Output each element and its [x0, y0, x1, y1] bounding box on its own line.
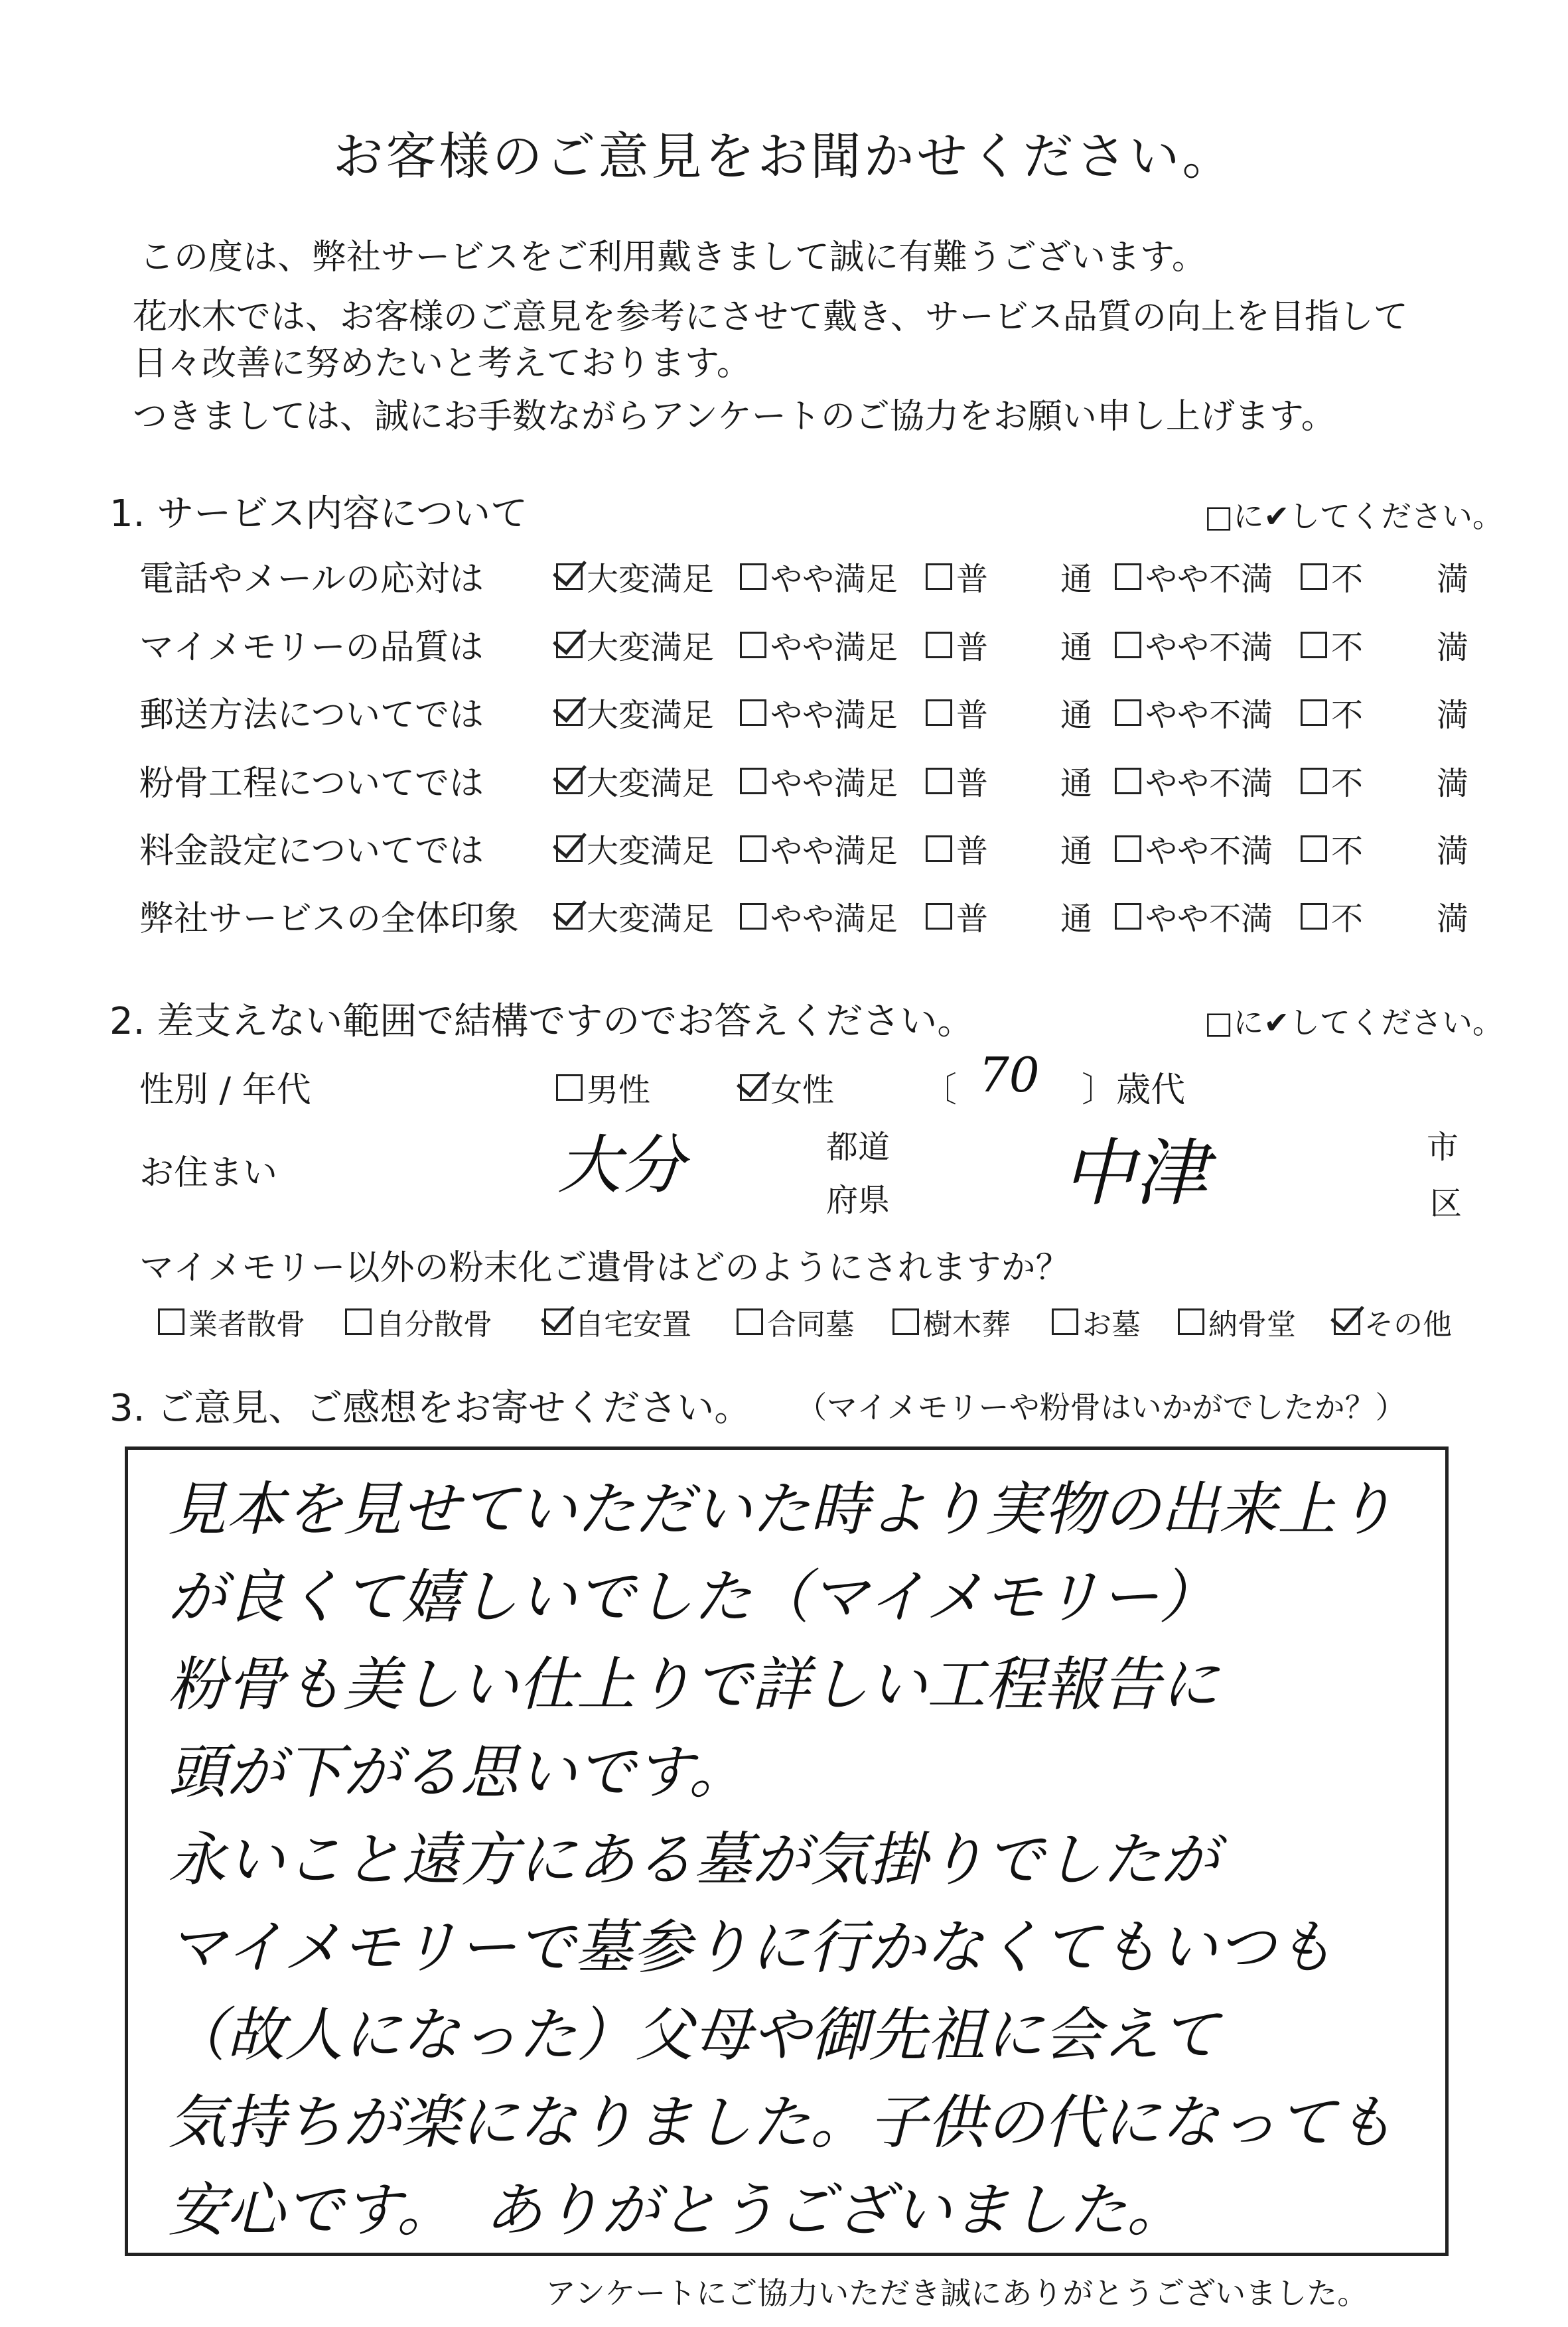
comment-box[interactable] — [125, 1446, 1449, 2256]
rating-option[interactable] — [556, 622, 714, 668]
rating-checkbox[interactable] — [1115, 699, 1141, 726]
remains-checkbox[interactable] — [1334, 1308, 1360, 1335]
section2-hint: □に✔してください。 — [1204, 1005, 1504, 1040]
remains-checkbox[interactable] — [158, 1308, 184, 1335]
rating-option[interactable] — [556, 689, 714, 735]
rating-option-label: やや不満 — [1145, 697, 1273, 734]
remains-option[interactable] — [1178, 1301, 1296, 1343]
rating-option[interactable] — [926, 553, 988, 599]
rating-option-label: 通 — [1060, 697, 1093, 734]
remains-option-label: 自分散骨 — [376, 1308, 492, 1342]
rating-option[interactable] — [740, 622, 898, 668]
remains-checkbox[interactable] — [1052, 1308, 1078, 1335]
remains-option[interactable] — [892, 1301, 1011, 1343]
remains-option[interactable] — [1334, 1301, 1452, 1343]
rating-checkbox[interactable] — [740, 903, 766, 930]
rating-option[interactable] — [740, 758, 898, 804]
rating-option[interactable] — [740, 689, 898, 735]
rating-checkbox[interactable] — [1301, 632, 1327, 658]
rating-option-label: やや不満 — [1145, 900, 1273, 938]
rating-checkbox[interactable] — [556, 903, 583, 930]
page-title: お客様のご意見をお聞かせください。 — [332, 127, 1236, 186]
rating-option-label: 不 — [1331, 561, 1364, 598]
intro-line-2: 花水木では、お客様のご意見を参考にさせて戴き、サービス品質の向上を目指して — [133, 297, 1408, 337]
rating-checkbox[interactable] — [556, 768, 583, 794]
rating-option-label: 普 — [956, 833, 989, 870]
rating-checkbox[interactable] — [1301, 699, 1327, 726]
remains-checkbox[interactable] — [1178, 1308, 1204, 1335]
rating-checkbox[interactable] — [1301, 768, 1327, 794]
rating-checkbox[interactable] — [1115, 768, 1141, 794]
rating-option — [1060, 622, 1092, 668]
rating-option[interactable] — [1301, 553, 1363, 599]
rating-checkbox[interactable] — [556, 563, 583, 590]
rating-checkbox[interactable] — [740, 632, 766, 658]
question-label: 郵送方法についてでは — [139, 695, 484, 735]
rating-checkbox[interactable] — [556, 632, 583, 658]
rating-option-label: 通 — [1060, 629, 1093, 666]
rating-checkbox[interactable] — [1115, 632, 1141, 658]
gender-age-label: 性別 / 年代 — [139, 1070, 311, 1110]
rating-option — [1437, 758, 1468, 804]
rating-option-label: やや不満 — [1145, 561, 1273, 598]
rating-option-label: 大変満足 — [587, 900, 715, 938]
rating-option[interactable] — [926, 893, 988, 939]
remains-option[interactable] — [737, 1301, 855, 1343]
residence-label: お住まい — [139, 1153, 278, 1193]
section1-heading: 1. サービス内容について — [109, 492, 528, 535]
rating-checkbox[interactable] — [926, 835, 952, 862]
rating-checkbox[interactable] — [556, 835, 583, 862]
intro-line-3: 日々改善に努めたいと考えております。 — [133, 344, 751, 384]
rating-checkbox[interactable] — [1115, 563, 1141, 590]
section2-heading: 2. 差支えない範囲で結構ですのでお答えください。 — [109, 1000, 975, 1043]
rating-option-label: 通 — [1060, 765, 1093, 802]
prefecture-suffix-top: 都道 — [826, 1129, 891, 1166]
rating-checkbox[interactable] — [740, 563, 766, 590]
remains-option[interactable] — [544, 1301, 691, 1343]
rating-option — [1060, 825, 1092, 871]
comment-line: （故人になった）父母や御先祖に会えて — [168, 2001, 1220, 2069]
age-close: 〕歳代 — [1082, 1070, 1186, 1110]
rating-option-label: 大変満足 — [587, 833, 715, 870]
rating-checkbox[interactable] — [1301, 835, 1327, 862]
rating-option-label: 不 — [1331, 833, 1364, 870]
section1-hint: □に✔してください。 — [1204, 498, 1504, 534]
rating-option-label: 大変満足 — [587, 765, 715, 802]
rating-option-label: 満 — [1437, 629, 1469, 666]
rating-option[interactable] — [1115, 553, 1273, 599]
section3-subheading: （マイメモリーや粉骨はいかがでしたか？） — [796, 1389, 1406, 1425]
comment-line: 見本を見せていただいた時より実物の出来上り — [168, 1475, 1395, 1543]
rating-option[interactable] — [926, 825, 988, 871]
rating-option-label: やや満足 — [770, 697, 898, 734]
rating-checkbox[interactable] — [926, 699, 952, 726]
prefecture-value: 大分 — [557, 1128, 685, 1202]
rating-option-label: 不 — [1331, 900, 1364, 938]
remains-checkbox[interactable] — [892, 1308, 919, 1335]
rating-checkbox[interactable] — [740, 835, 766, 862]
rating-option-label: 満 — [1437, 900, 1469, 938]
rating-option-label: 通 — [1060, 561, 1093, 598]
rating-checkbox[interactable] — [926, 903, 952, 930]
age-value: 70 — [979, 1047, 1040, 1103]
rating-checkbox[interactable] — [740, 699, 766, 726]
remains-checkbox[interactable] — [737, 1308, 763, 1335]
rating-option[interactable] — [556, 893, 714, 939]
rating-option-label: 普 — [956, 697, 989, 734]
rating-option[interactable] — [1115, 689, 1273, 735]
rating-option[interactable] — [1115, 893, 1273, 939]
question-label: マイメモリーの品質は — [139, 628, 484, 668]
rating-option[interactable] — [1301, 893, 1363, 939]
rating-option-label: 満 — [1437, 833, 1469, 870]
rating-option-label: 普 — [956, 900, 989, 938]
rating-option-label: 不 — [1331, 629, 1364, 666]
rating-option-label: 不 — [1331, 697, 1364, 734]
rating-option-label: やや満足 — [770, 900, 898, 938]
rating-option — [1060, 553, 1092, 599]
rating-option[interactable] — [1115, 825, 1273, 871]
rating-option[interactable] — [556, 825, 714, 871]
remains-option-label: 業者散骨 — [188, 1308, 305, 1342]
rating-checkbox[interactable] — [1301, 903, 1327, 930]
rating-option[interactable] — [740, 893, 898, 939]
rating-option[interactable] — [556, 758, 714, 804]
comment-line: 気持ちが楽になりました。子供の代になっても — [168, 2088, 1395, 2156]
rating-option-label: やや満足 — [770, 765, 898, 802]
rating-option[interactable] — [556, 553, 714, 599]
rating-checkbox[interactable] — [740, 768, 766, 794]
rating-option-label: 通 — [1060, 900, 1093, 938]
remains-option-label: 納骨堂 — [1208, 1308, 1296, 1342]
rating-checkbox[interactable] — [1115, 903, 1141, 930]
rating-option-label: やや不満 — [1145, 629, 1273, 666]
rating-option-label: 通 — [1060, 833, 1093, 870]
rating-option — [1060, 758, 1092, 804]
intro-line-4: つきましては、誠にお手数ながらアンケートのご協力をお願い申し上げます。 — [133, 397, 1336, 437]
remains-option[interactable] — [158, 1301, 305, 1343]
rating-option[interactable] — [1301, 758, 1363, 804]
rating-checkbox[interactable] — [926, 768, 952, 794]
age-open-bracket: 〔 — [922, 1070, 958, 1110]
rating-option — [1437, 622, 1468, 668]
female-checkbox[interactable] — [740, 1074, 766, 1101]
rating-option — [1060, 689, 1092, 735]
question-label: 料金設定についてでは — [139, 831, 484, 871]
intro-line-1: この度は、弊社サービスをご利用戴きまして誠に有難うございます。 — [139, 238, 1206, 277]
rating-option[interactable] — [740, 553, 898, 599]
comment-line: が良くて嬉しいでした（マイメモリー） — [168, 1563, 1218, 1631]
male-checkbox[interactable] — [556, 1074, 583, 1101]
rating-option[interactable] — [1115, 622, 1273, 668]
rating-option-label: やや不満 — [1145, 765, 1273, 802]
comment-line: 頭が下がる思いです。 — [168, 1738, 747, 1806]
remains-question: マイメモリー以外の粉末化ご遺骨はどのようにされますか？ — [139, 1248, 1070, 1288]
rating-checkbox[interactable] — [556, 699, 583, 726]
rating-option-label: やや不満 — [1145, 833, 1273, 870]
rating-option[interactable] — [740, 825, 898, 871]
rating-option-label: やや満足 — [770, 629, 898, 666]
rating-option-label: 満 — [1437, 561, 1469, 598]
comment-line: 粉骨も美しい仕上りで詳しい工程報告に — [168, 1650, 1220, 1719]
city-suffix-bottom: 区 — [1430, 1185, 1462, 1222]
remains-option-label: お墓 — [1082, 1308, 1141, 1342]
rating-option[interactable] — [1301, 622, 1363, 668]
question-label: 電話やメールの応対は — [139, 559, 484, 599]
footer-thanks: アンケートにご協力いただき誠にありがとうございました。 — [545, 2275, 1368, 2311]
rating-option-label: 大変満足 — [587, 629, 715, 666]
rating-option-label: 不 — [1331, 765, 1364, 802]
rating-option-label: 満 — [1437, 697, 1469, 734]
rating-option-label: 満 — [1437, 765, 1469, 802]
rating-option — [1437, 893, 1468, 939]
remains-checkbox[interactable] — [345, 1308, 372, 1335]
rating-option — [1060, 893, 1092, 939]
male-option[interactable]: 男性 — [556, 1064, 650, 1110]
rating-checkbox[interactable] — [926, 563, 952, 590]
remains-checkbox[interactable] — [544, 1308, 571, 1335]
question-label: 粉骨工程についてでは — [139, 764, 484, 804]
remains-option[interactable] — [1052, 1301, 1141, 1343]
rating-option[interactable] — [1115, 758, 1273, 804]
rating-option-label: やや満足 — [770, 561, 898, 598]
remains-option-label: 樹木葬 — [923, 1308, 1011, 1342]
remains-option-label: 合同墓 — [767, 1308, 855, 1342]
question-label: 弊社サービスの全体印象 — [139, 899, 520, 939]
rating-option-label: 普 — [956, 629, 989, 666]
remains-option-label: その他 — [1364, 1308, 1452, 1342]
rating-checkbox[interactable] — [926, 632, 952, 658]
rating-option[interactable] — [926, 758, 988, 804]
city-suffix-top: 市 — [1427, 1129, 1459, 1166]
rating-option[interactable] — [1301, 689, 1363, 735]
rating-option — [1437, 825, 1468, 871]
rating-option[interactable] — [926, 622, 988, 668]
rating-checkbox[interactable] — [1115, 835, 1141, 862]
section3-heading: 3. ご意見、ご感想をお寄せください。 — [109, 1387, 752, 1430]
rating-option-label: 大変満足 — [587, 697, 715, 734]
comment-line: マイメモリーで墓参りに行かなくてもいつも — [168, 1913, 1334, 1981]
rating-option[interactable] — [926, 689, 988, 735]
rating-option-label: 普 — [956, 765, 989, 802]
female-option[interactable]: 女性 — [740, 1064, 834, 1110]
prefecture-suffix-bottom: 府県 — [826, 1182, 891, 1219]
rating-option-label: やや満足 — [770, 833, 898, 870]
remains-option[interactable] — [345, 1301, 492, 1343]
comment-line: 安心です。 ありがとうございました。 — [168, 2176, 1185, 2244]
comment-line: 永いこと遠方にある墓が気掛りでしたが — [168, 1825, 1220, 1894]
rating-option — [1437, 689, 1468, 735]
city-value: 中津 — [1062, 1131, 1208, 1216]
rating-option — [1437, 553, 1468, 599]
remains-option-label: 自宅安置 — [575, 1308, 691, 1342]
rating-option-label: 普 — [956, 561, 989, 598]
rating-checkbox[interactable] — [1301, 563, 1327, 590]
rating-option-label: 大変満足 — [587, 561, 715, 598]
rating-option[interactable] — [1301, 825, 1363, 871]
